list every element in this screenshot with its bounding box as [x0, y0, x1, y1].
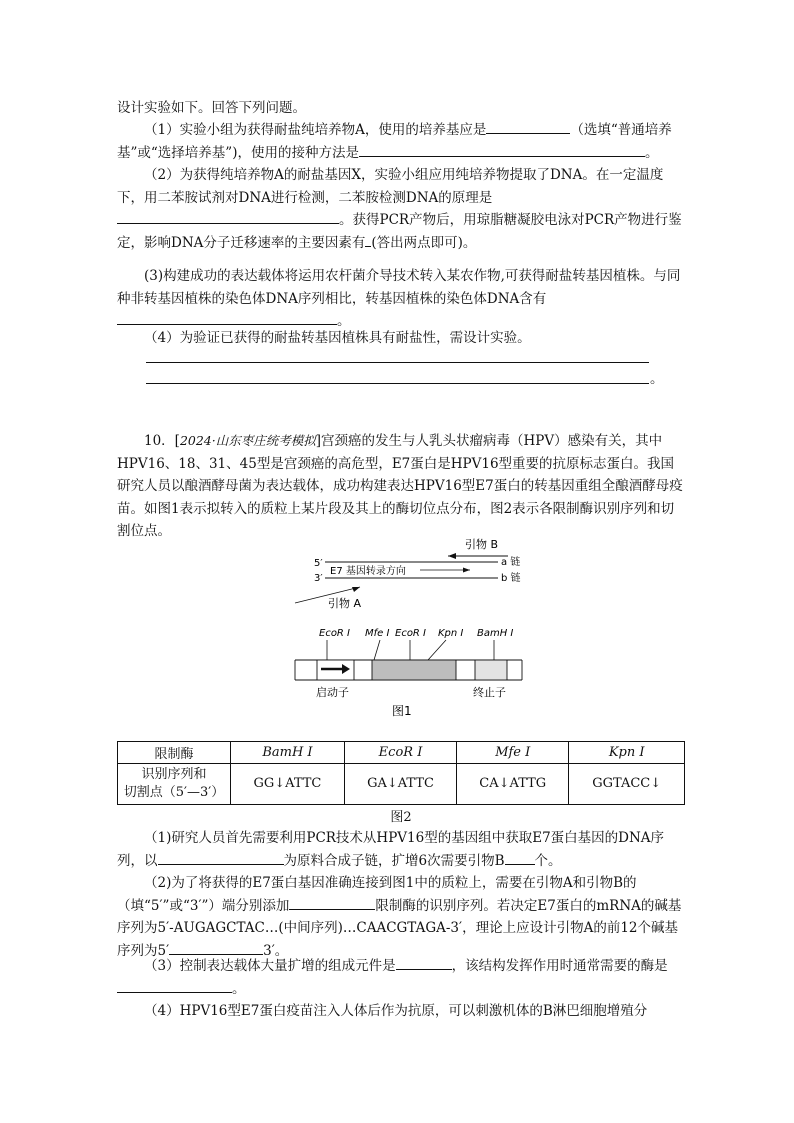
table-header-row [118, 742, 685, 764]
table-cell: GG↓ATTC [231, 764, 345, 805]
q10-part2: （2)为了将获得的E7蛋白基因准确连接到图1中的质粒上，需要在引物A和引物B的（填“5′”或“3′”）端分别添加 限制酶的识别序列。若决定E7蛋白的mRNA的碱基序列为5′-AUGAGCTAC…(中间序列)…CAACGTAGA-3′，理论上应设计引物A的前12个碱基序列为5′ 3′。 [117, 875, 682, 959]
period: 。 [650, 371, 664, 387]
table-cell: CA↓ATTG [457, 764, 569, 805]
enzyme-table [117, 741, 685, 805]
promoter-label: 启动子 [316, 686, 349, 699]
table-header: BamH Ⅰ [231, 742, 345, 764]
mfei-site-label: Mfe Ⅰ [365, 628, 390, 639]
answer-blank[interactable] [117, 978, 232, 993]
terminator-box [475, 660, 507, 680]
answer-blank[interactable] [486, 119, 570, 134]
q9-part1: （1）实验小组为获得耐盐纯培养物A，使用的培养基应是 （选填“普通培养基”或“选择培养基”)，使用的接种方法是 。 [117, 119, 685, 164]
primer-a-label: 引物 A [328, 597, 362, 610]
b-chain-label: b 链 [501, 573, 521, 584]
table-cell: GGTACC↓ [569, 764, 685, 805]
figure-1-caption: 图1 [392, 704, 412, 717]
q10-part1: （1)研究人员首先需要利用PCR技术从HPV16型的基因组中获取E7蛋白基因的DNA序列，以 为原料合成子链，扩增6次需要引物B 个。 [117, 830, 665, 869]
answer-blank[interactable] [117, 209, 339, 224]
row-label: 识别序列和 切割点（5′—3′） [118, 764, 231, 805]
answer-blank[interactable] [289, 895, 375, 910]
answer-blank[interactable] [505, 850, 535, 865]
table-header: 限制酶 [118, 742, 231, 764]
kpni-site-label: Kpn Ⅰ [438, 628, 464, 639]
table-cell: GA↓ATTC [344, 764, 456, 805]
table-header: Kpn Ⅰ [569, 742, 685, 764]
bamhi-site-label: BamH Ⅰ [477, 628, 514, 639]
q9-part3: (3)构建成功的表达载体将运用农杆菌介导技术转入某农作物,可获得耐盐转基因植株。与同种非转基因植株的染色体DNA序列相比，转基因植株的染色体DNA含有。 [117, 268, 681, 329]
five-prime-label: 5′ [314, 558, 323, 569]
answer-line[interactable] [146, 383, 649, 384]
table-row [118, 764, 685, 805]
intro-line: 设计实验如下。回答下列问题。 [117, 100, 306, 116]
figure-1 [280, 532, 540, 717]
q10-part4: （4）HPV16型E7蛋白疫苗注入人体后作为抗原，可以刺激机体的B淋巴细胞增殖分 [144, 1003, 648, 1019]
answer-blank[interactable] [158, 850, 284, 865]
answer-line[interactable] [146, 362, 649, 363]
q9-part2: （2）为获得纯培养物A的耐盐基因X，实验小组应用纯培养物提取了DNA。在一定温度下，用二苯胺试剂对DNA进行检测，二苯胺检测DNA的原理是。获得PCR产物后，用琼脂糖凝胶电泳对PCR产物进行鉴定，影响DNA分子迁移速率的主要因素有 (答出两点即可)。 [117, 167, 682, 251]
primer-b-label: 引物 B [465, 538, 499, 551]
q10-part3: （3）控制表达载体大量扩增的组成元件是 ，该结构发挥作用时通常需要的酶是。 [117, 955, 685, 1000]
ecori-site-label: EcoR Ⅰ [319, 628, 351, 639]
ecori-site-label: EcoR Ⅰ [395, 628, 427, 639]
question-source: 2024·山东枣庄统考模拟 [179, 433, 316, 448]
terminator-label: 终止子 [473, 686, 506, 699]
three-prime-label: 3′ [314, 573, 323, 584]
answer-blank[interactable] [396, 955, 452, 970]
answer-blank[interactable] [117, 310, 337, 325]
figure-2-caption: 图2 [390, 810, 412, 825]
direction-label: E7 基因转录方向 [330, 566, 406, 577]
answer-blank[interactable] [359, 142, 645, 157]
table-header: Mfe Ⅰ [457, 742, 569, 764]
q10-stem: 10．[2024·山东枣庄统考模拟]宫颈癌的发生与人乳头状瘤病毒（HPV）感染有关，其中HPV16、18、31、45型是宫颈癌的高危型，E7蛋白是HPV16型重要的抗原标志蛋白。我国研究人员以酿酒酵母菌为表达载体，成功构建表达HPV16型E7蛋白的转基因重组全酿酒酵母疫苗。如图1表示拟转入的质粒上某片段及其上的酶切位点分布，图2表示各限制酶识别序列和切割位点。 [117, 433, 683, 539]
answer-blank[interactable] [169, 940, 263, 955]
a-chain-label: a 链 [501, 557, 521, 568]
table-header: EcoR Ⅰ [344, 742, 456, 764]
q9-part4: （4）为验证已获得的耐盐转基因植株具有耐盐性，需设计实验。 [144, 330, 531, 346]
insert-region [372, 660, 456, 680]
